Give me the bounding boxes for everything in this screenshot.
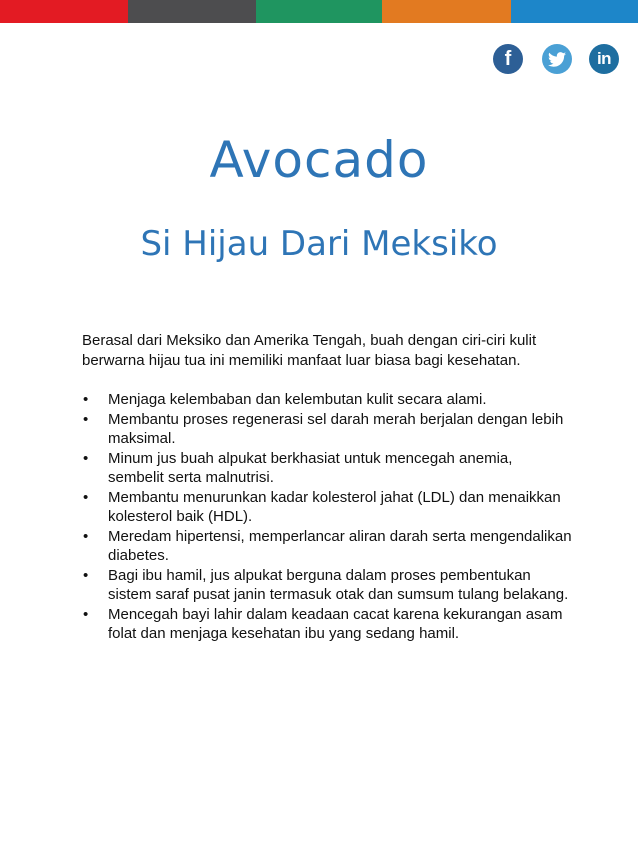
list-item-text: Menjaga kelembaban dan kelembutan kulit secara alami. <box>108 391 487 408</box>
linkedin-glyph: in <box>596 49 612 68</box>
color-segment-orange <box>382 0 511 23</box>
top-color-bar <box>0 0 638 23</box>
intro-paragraph: Berasal dari Meksiko dan Amerika Tengah, buah dengan ciri-ciri kulit berwarna hijau tua ini memiliki manfaat luar biasa bagi kesehatan. <box>82 332 537 369</box>
list-item <box>82 390 572 410</box>
bullet-marker: • <box>83 449 89 467</box>
page-subtitle: Si Hijau Dari Meksiko <box>140 224 498 264</box>
bullet-marker: • <box>83 566 89 584</box>
benefits-list <box>82 390 572 644</box>
bullet-marker: • <box>83 605 89 623</box>
bullet-marker: • <box>83 410 89 428</box>
color-segment-blue <box>511 0 638 23</box>
color-segment-green <box>256 0 382 23</box>
linkedin-icon[interactable] <box>589 44 619 74</box>
list-item-text: Membantu menurunkan kadar kolesterol jahat (LDL) dan menaikkan kolesterol baik (HDL). <box>108 488 561 525</box>
list-item-text: Bagi ibu hamil, jus alpukat berguna dalam proses pembentukan sistem saraf pusat janin termasuk otak dan sumsum tulang belakang. <box>108 566 569 603</box>
facebook-icon[interactable] <box>493 44 523 74</box>
bullet-marker: • <box>83 391 89 408</box>
list-item <box>82 566 572 605</box>
list-item-text: Meredam hipertensi, memperlancar aliran darah serta mengendalikan diabetes. <box>108 527 572 564</box>
list-item <box>82 527 572 566</box>
list-item <box>82 605 572 644</box>
page-title: Avocado <box>209 131 429 189</box>
facebook-glyph: f <box>504 47 512 70</box>
bullet-marker: • <box>83 488 89 506</box>
list-item-text: Mencegah bayi lahir dalam keadaan cacat karena kekurangan asam folat dan menjaga kesehatan ibu yang sedang hamil. <box>108 605 563 642</box>
twitter-bird-glyph <box>548 52 566 67</box>
list-item-text: Minum jus buah alpukat berkhasiat untuk mencegah anemia, sembelit serta malnutrisi. <box>108 449 513 486</box>
list-item <box>82 410 572 449</box>
twitter-icon[interactable] <box>542 44 572 74</box>
color-segment-red <box>0 0 128 23</box>
list-item-text: Membantu proses regenerasi sel darah merah berjalan dengan lebih maksimal. <box>108 410 564 447</box>
bullet-marker: • <box>83 527 89 545</box>
color-segment-gray <box>128 0 256 23</box>
list-item <box>82 449 572 488</box>
social-links <box>0 43 638 77</box>
article-body <box>82 331 572 644</box>
list-item <box>82 488 572 527</box>
